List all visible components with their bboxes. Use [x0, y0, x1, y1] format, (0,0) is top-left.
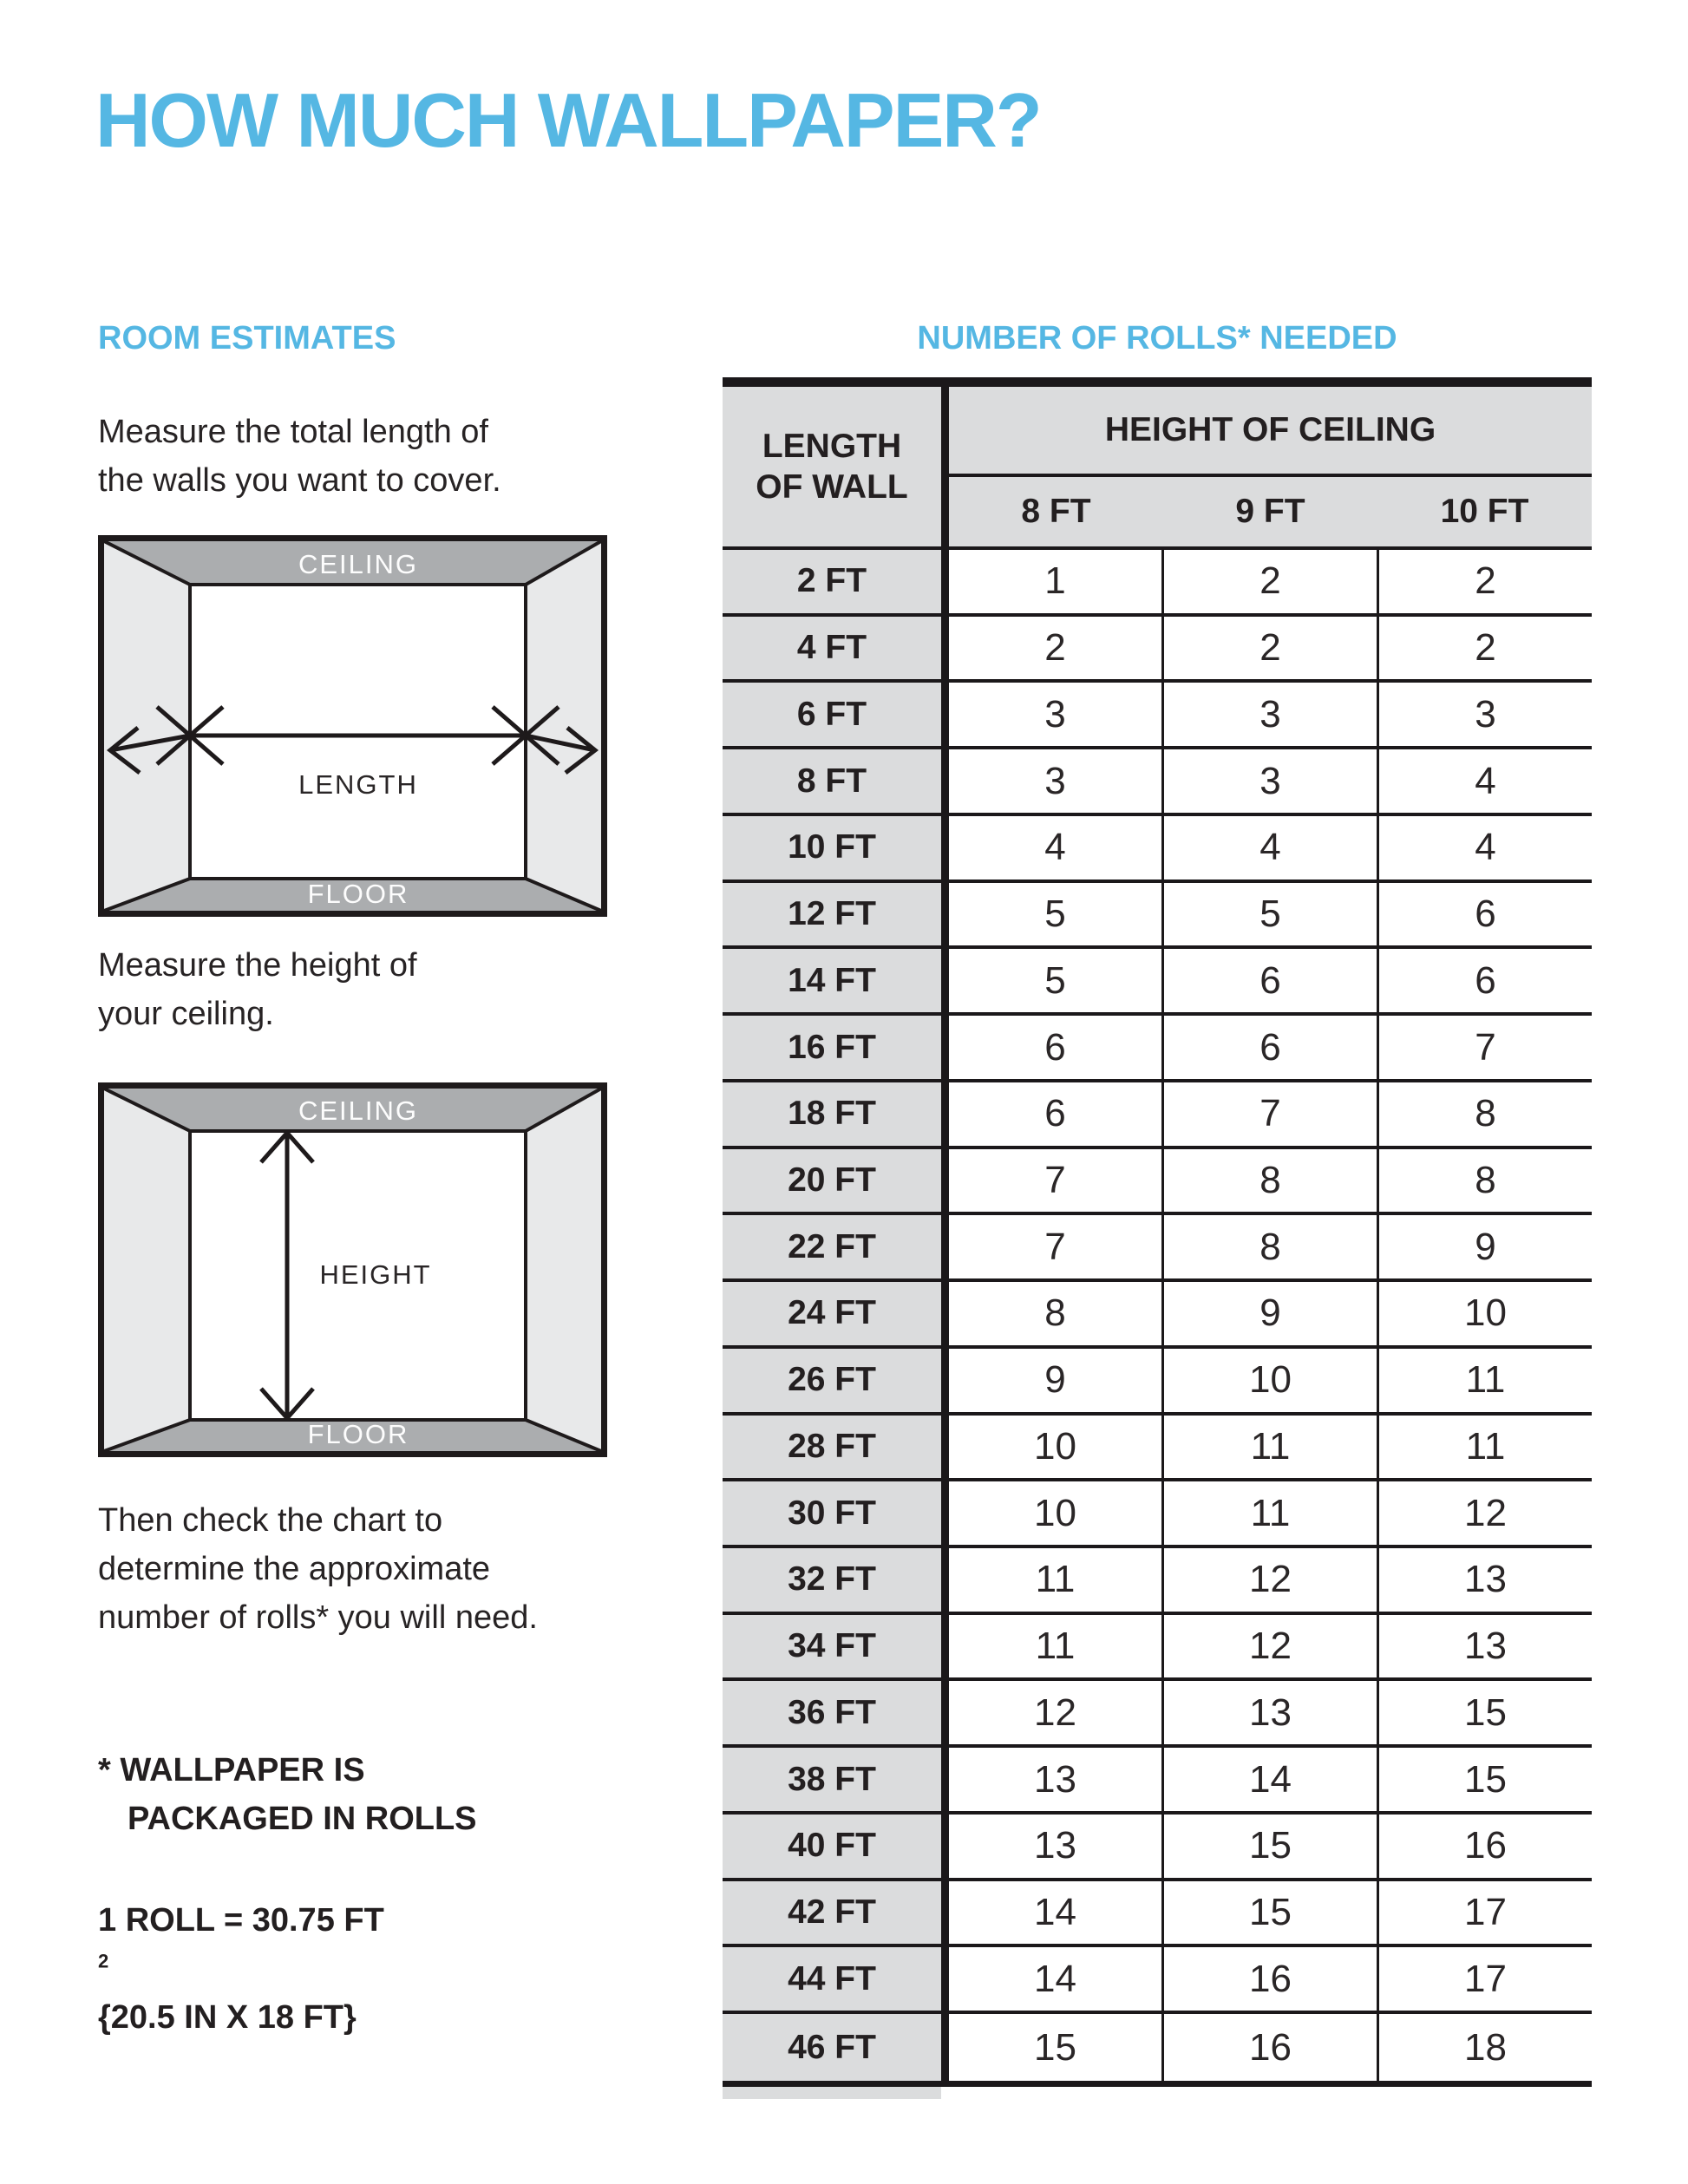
rolls-value-cell: 13: [1161, 1681, 1377, 1744]
wall-length-cell: 6 FT: [723, 683, 941, 746]
rolls-value-cell: 8: [1161, 1215, 1377, 1278]
rolls-value-cell: 3: [1161, 683, 1377, 746]
paragraph-line: number of rolls* you will need.: [98, 1599, 538, 1636]
rolls-value-cell: 11: [949, 1548, 1161, 1612]
table-row: [723, 1748, 1592, 1815]
footnote-line: PACKAGED IN ROLLS: [128, 1801, 477, 1837]
wall-length-cell: 16 FT: [723, 1016, 941, 1079]
rolls-value-cell: 3: [949, 749, 1161, 813]
rolls-value-cell: 9: [1161, 1282, 1377, 1345]
table-row: [723, 949, 1592, 1016]
wall-length-cell: 38 FT: [723, 1748, 941, 1811]
rolls-value-cell: 11: [1377, 1416, 1592, 1479]
check-chart-paragraph: [98, 1496, 538, 1642]
rolls-value-cell: 13: [949, 1748, 1161, 1811]
roll-size-info: [98, 1896, 384, 2042]
wall-length-cell: 8 FT: [723, 749, 941, 813]
rolls-value-cell: 7: [949, 1215, 1161, 1278]
table-row: [723, 1481, 1592, 1548]
paragraph-line: Then check the chart to: [98, 1502, 443, 1539]
room-length-diagram: [98, 535, 607, 921]
rolls-value-cell: 2: [1377, 617, 1592, 680]
rolls-value-cell: 10: [1161, 1349, 1377, 1412]
wall-length-cell: 44 FT: [723, 1947, 941, 2011]
roll-dimensions-line: {20.5 IN X 18 FT}: [98, 1999, 357, 2036]
label-column-stub: [723, 2087, 941, 2099]
table-row: [723, 617, 1592, 683]
paragraph-line: the walls you want to cover.: [98, 462, 501, 499]
rolls-value-cell: 4: [1377, 816, 1592, 879]
rolls-value-cell: 15: [1377, 1748, 1592, 1811]
rolls-value-cell: 2: [949, 617, 1161, 680]
rolls-value-cell: 8: [1161, 1149, 1377, 1213]
rolls-value-cell: 7: [949, 1149, 1161, 1213]
rolls-value-cell: 14: [949, 1881, 1161, 1945]
back-wall: [190, 585, 526, 879]
table-row: [723, 1416, 1592, 1482]
rolls-value-cell: 17: [1377, 1881, 1592, 1945]
wall-length-cell: 20 FT: [723, 1149, 941, 1213]
ceiling-height-illustration: [98, 1082, 607, 1457]
rolls-footnote: [98, 1746, 477, 1843]
height-of-ceiling-section: [949, 387, 1592, 546]
table-row: [723, 1149, 1592, 1216]
roll-area-line: [98, 1896, 384, 1993]
header-line: LENGTH: [762, 428, 902, 465]
rolls-value-cell: 3: [1377, 683, 1592, 746]
wall-length-cell: 36 FT: [723, 1681, 941, 1744]
rolls-value-cell: 15: [1377, 1681, 1592, 1744]
length-label: LENGTH: [298, 769, 418, 800]
rolls-value-cell: 12: [1161, 1548, 1377, 1612]
measure-length-paragraph: [98, 408, 501, 505]
ceiling-label: CEILING: [298, 549, 419, 579]
table-top-border: [723, 377, 1592, 387]
table-row: [723, 1282, 1592, 1349]
table-row: [723, 1082, 1592, 1149]
rolls-needed-heading: NUMBER OF ROLLS* NEEDED: [917, 320, 1397, 356]
table-row: [723, 1548, 1592, 1615]
height-label: HEIGHT: [319, 1259, 432, 1290]
wall-length-cell: 28 FT: [723, 1416, 941, 1479]
wall-length-cell: 12 FT: [723, 883, 941, 946]
rolls-value-cell: 16: [1161, 2014, 1377, 2081]
column-header-10ft: 10 FT: [1440, 493, 1529, 530]
rolls-value-cell: 12: [949, 1681, 1161, 1744]
footnote-line: * WALLPAPER IS: [98, 1752, 365, 1788]
rolls-value-cell: 2: [1161, 617, 1377, 680]
wall-length-cell: 40 FT: [723, 1815, 941, 1878]
table-row: [723, 683, 1592, 749]
rolls-value-cell: 11: [1377, 1349, 1592, 1412]
wall-length-cell: 42 FT: [723, 1881, 941, 1945]
room-estimates-heading: ROOM ESTIMATES: [98, 320, 396, 356]
table-row: [723, 1681, 1592, 1748]
rolls-value-cell: 9: [1377, 1215, 1592, 1278]
rolls-value-cell: 6: [1377, 883, 1592, 946]
rolls-value-cell: 16: [1161, 1947, 1377, 2011]
rolls-value-cell: 5: [1161, 883, 1377, 946]
wall-length-cell: 24 FT: [723, 1282, 941, 1345]
rolls-value-cell: 18: [1377, 2014, 1592, 2081]
rolls-value-cell: 12: [1377, 1481, 1592, 1545]
paragraph-line: Measure the height of: [98, 947, 417, 984]
rolls-value-cell: 5: [949, 883, 1161, 946]
rolls-value-cell: 8: [949, 1282, 1161, 1345]
wall-length-cell: 10 FT: [723, 816, 941, 879]
table-row: [723, 883, 1592, 950]
room-length-illustration: [98, 535, 607, 917]
roll-area-text: 1 ROLL = 30.75 FT: [98, 1902, 384, 1939]
rolls-value-cell: 8: [1377, 1082, 1592, 1146]
rolls-value-cell: 11: [1161, 1416, 1377, 1479]
table-row: [723, 550, 1592, 617]
wall-length-cell: 34 FT: [723, 1615, 941, 1678]
label-column-divider: [941, 377, 949, 2087]
measure-height-paragraph: [98, 941, 417, 1038]
rolls-value-cell: 7: [1377, 1016, 1592, 1079]
page-title: HOW MUCH WALLPAPER?: [95, 77, 1041, 163]
rolls-value-cell: 6: [1161, 1016, 1377, 1079]
wall-length-cell: 26 FT: [723, 1349, 941, 1412]
table-row: [723, 749, 1592, 816]
rolls-value-cell: 2: [1377, 550, 1592, 613]
rolls-value-cell: 15: [1161, 1881, 1377, 1945]
right-wall: [526, 1089, 601, 1451]
table-row: [723, 1016, 1592, 1082]
rolls-value-cell: 6: [1377, 949, 1592, 1012]
rolls-value-cell: 4: [949, 816, 1161, 879]
rolls-value-cell: 14: [1161, 1748, 1377, 1811]
rolls-value-cell: 3: [1161, 749, 1377, 813]
table-row: [723, 1615, 1592, 1682]
rolls-value-cell: 1: [949, 550, 1161, 613]
paragraph-line: Measure the total length of: [98, 414, 488, 450]
floor-label: FLOOR: [307, 879, 409, 909]
table-body: [723, 550, 1592, 2081]
rolls-value-cell: 9: [949, 1349, 1161, 1412]
rolls-value-cell: 6: [949, 1016, 1161, 1079]
wall-length-cell: 4 FT: [723, 617, 941, 680]
table-row: [723, 816, 1592, 883]
roll-area-superscript: 2: [98, 1950, 109, 1972]
rolls-value-cell: 6: [949, 1082, 1161, 1146]
rolls-value-cell: 8: [1377, 1149, 1592, 1213]
ceiling-height-subheaders: [949, 477, 1592, 546]
paragraph-line: your ceiling.: [98, 996, 274, 1032]
table-header: [723, 387, 1592, 546]
rolls-value-cell: 13: [1377, 1615, 1592, 1678]
rolls-value-cell: 10: [949, 1481, 1161, 1545]
left-wall: [104, 1089, 190, 1451]
table-row: [723, 1881, 1592, 1948]
rolls-value-cell: 10: [949, 1416, 1161, 1479]
wall-length-cell: 30 FT: [723, 1481, 941, 1545]
length-of-wall-header: [723, 387, 941, 546]
wall-length-cell: 14 FT: [723, 949, 941, 1012]
column-header-8ft: 8 FT: [1021, 493, 1091, 530]
rolls-value-cell: 6: [1161, 949, 1377, 1012]
header-line: OF WALL: [756, 468, 908, 506]
table-row: [723, 1349, 1592, 1416]
rolls-value-cell: 2: [1161, 550, 1377, 613]
rolls-value-cell: 10: [1377, 1282, 1592, 1345]
rolls-value-cell: 3: [949, 683, 1161, 746]
rolls-value-cell: 5: [949, 949, 1161, 1012]
rolls-value-cell: 13: [1377, 1548, 1592, 1612]
rolls-value-cell: 17: [1377, 1947, 1592, 2011]
rolls-value-cell: 4: [1377, 749, 1592, 813]
table-bottom-border: [723, 2081, 1592, 2087]
column-header-9ft: 9 FT: [1235, 493, 1305, 530]
ceiling-label: CEILING: [298, 1095, 419, 1126]
rolls-value-cell: 14: [949, 1947, 1161, 2011]
rolls-value-cell: 12: [1161, 1615, 1377, 1678]
table-row: [723, 2014, 1592, 2081]
rolls-value-cell: 13: [949, 1815, 1161, 1878]
rolls-value-cell: 7: [1161, 1082, 1377, 1146]
wall-length-cell: 22 FT: [723, 1215, 941, 1278]
wall-length-cell: 18 FT: [723, 1082, 941, 1146]
rolls-value-cell: 15: [1161, 1815, 1377, 1878]
rolls-value-cell: 4: [1161, 816, 1377, 879]
rolls-value-cell: 11: [949, 1615, 1161, 1678]
wall-length-cell: 46 FT: [723, 2014, 941, 2081]
table-row: [723, 1815, 1592, 1881]
wall-length-cell: 2 FT: [723, 550, 941, 613]
rolls-value-cell: 16: [1377, 1815, 1592, 1878]
height-of-ceiling-header: HEIGHT OF CEILING: [949, 387, 1592, 477]
table-row: [723, 1215, 1592, 1282]
paragraph-line: determine the approximate: [98, 1551, 491, 1587]
table-row: [723, 1947, 1592, 2014]
floor-label: FLOOR: [307, 1419, 409, 1449]
rolls-value-cell: 11: [1161, 1481, 1377, 1545]
ceiling-height-diagram: [98, 1082, 607, 1461]
wall-length-cell: 32 FT: [723, 1548, 941, 1612]
rolls-value-cell: 15: [949, 2014, 1161, 2081]
rolls-needed-table: [723, 377, 1592, 2087]
